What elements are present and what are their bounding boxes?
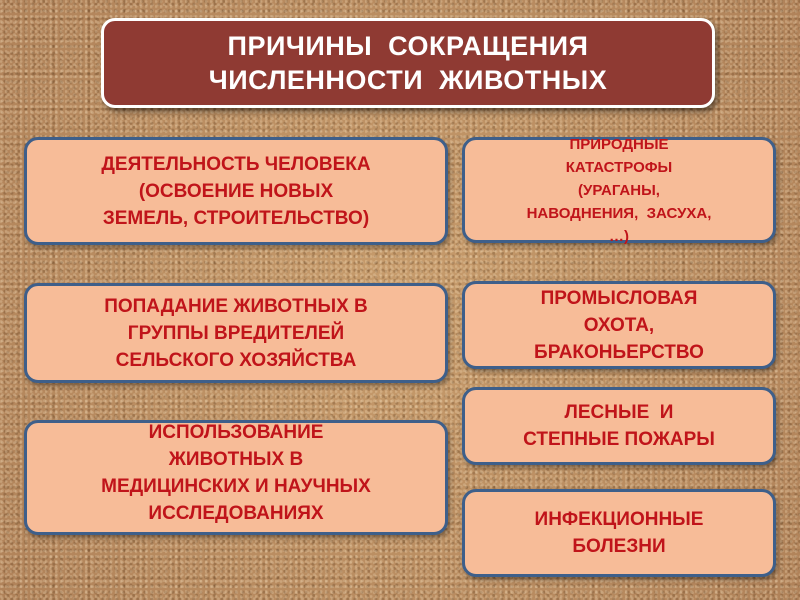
cause-box-fires <box>462 387 776 465</box>
title-line-2: ЧИСЛЕННОСТИ ЖИВОТНЫХ <box>208 65 608 95</box>
cause-text-line: (ОСВОЕНИЕ НОВЫХ <box>138 180 334 202</box>
cause-text-line: ИСПОЛЬЗОВАНИЕ <box>148 422 324 443</box>
cause-box-human-activity <box>24 137 448 245</box>
cause-text-line: ИССЛЕДОВАНИЯХ <box>148 503 324 524</box>
cause-text-line: МЕДИЦИНСКИХ И НАУЧНЫХ <box>101 476 371 497</box>
slide-title <box>101 18 715 108</box>
cause-text-line: ЛЕСНЫЕ И <box>564 402 674 423</box>
cause-box-diseases <box>462 489 776 577</box>
cause-text-line: ДЕЯТЕЛЬНОСТЬ ЧЕЛОВЕКА <box>101 153 371 175</box>
cause-text-line: ПРОМЫСЛОВАЯ <box>540 287 698 309</box>
cause-text-line: БРАКОНЬЕРСТВО <box>534 341 704 363</box>
cause-text-line: ГРУППЫ ВРЕДИТЕЛЕЙ <box>127 322 345 344</box>
cause-text-line: ИНФЕКЦИОННЫЕ <box>534 509 704 530</box>
cause-text-line: ЗЕМЕЛЬ, СТРОИТЕЛЬСТВО) <box>102 207 370 229</box>
cause-text-line: ОХОТА, <box>583 314 655 336</box>
cause-text-line: ПОПАДАНИЕ ЖИВОТНЫХ В <box>104 295 368 317</box>
cause-text-line: …) <box>609 227 629 245</box>
cause-text-line: (УРАГАНЫ, <box>578 181 660 199</box>
cause-text-line: ЖИВОТНЫХ В <box>168 449 304 470</box>
cause-text-line: КАТАСТРОФЫ <box>565 158 673 176</box>
cause-text-line: НАВОДНЕНИЯ, ЗАСУХА, <box>526 204 712 222</box>
cause-box-research <box>24 420 448 535</box>
cause-text-line: СЕЛЬСКОГО ХОЗЯЙСТВА <box>115 349 357 371</box>
cause-box-hunting <box>462 281 776 369</box>
title-line-1: ПРИЧИНЫ СОКРАЩЕНИЯ <box>227 31 589 61</box>
cause-text-line: СТЕПНЫЕ ПОЖАРЫ <box>523 429 715 450</box>
cause-text-line: ПРИРОДНЫЕ <box>569 135 669 153</box>
cause-box-natural-disasters <box>462 137 776 243</box>
cause-box-pests <box>24 283 448 383</box>
cause-text-line: БОЛЕЗНИ <box>572 536 666 557</box>
